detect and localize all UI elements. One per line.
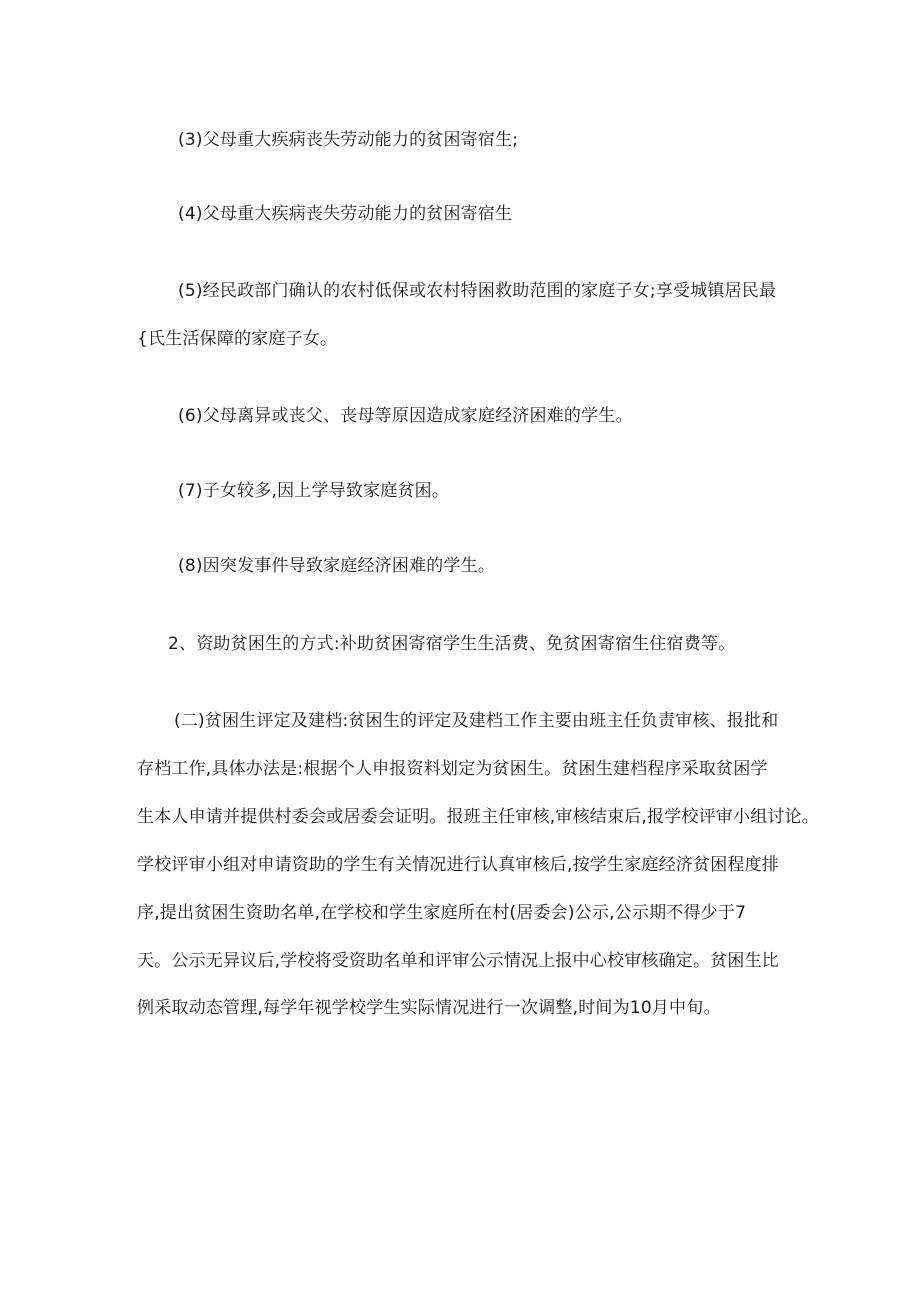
paragraph-line: (二)贫困生评定及建档:贫困生的评定及建档工作主要由班主任负责审核、报批和 [174, 711, 779, 731]
paragraph-line: 学校评审小组对申请资助的学生有关情况进行认真审核后,按学生家庭经济贫困程度排 [137, 855, 780, 875]
list-item-4: (4)父母重大疾病丧失劳动能力的贫困寄宿生 [178, 204, 513, 224]
paragraph-line: 生本人申请并提供村委会或居委会证明。报班主任审核,审核结束后,报学校评审小组讨论。 [137, 807, 820, 827]
paragraph-line: 天。公示无异议后,学校将受资助名单和评审公示情况上报中心校审核确定。贫困生比 [137, 951, 780, 971]
list-item-5-continuation: {氏生活保障的家庭子女。 [137, 329, 338, 349]
list-item-8: (8)因突发事件导致家庭经济困难的学生。 [178, 556, 496, 576]
paragraph-line: 例采取动态管理,每学年视学校学生实际情况进行一次调整,时间为10月中旬。 [137, 998, 721, 1018]
paragraph-line: 序,提出贫困生资助名单,在学校和学生家庭所在村(居委会)公示,公示期不得少于7 [137, 903, 747, 923]
section-2-heading: 2、资助贫困生的方式:补助贫困寄宿学生生活费、免贫困寄宿生住宿费等。 [168, 634, 736, 654]
list-item-6: (6)父母离异或丧父、丧母等原因造成家庭经济困难的学生。 [178, 406, 633, 426]
list-item-3: (3)父母重大疾病丧失劳动能力的贫困寄宿生; [178, 130, 519, 150]
list-item-7: (7)子女较多,因上学导致家庭贫困。 [178, 481, 450, 501]
list-item-5: (5)经民政部门确认的农村低保或农村特困救助范围的家庭子女;享受城镇居民最 [178, 281, 777, 301]
paragraph-line: 存档工作,具体办法是:根据个人申报资料划定为贫困生。贫困生建档程序采取贫困学 [137, 759, 768, 779]
